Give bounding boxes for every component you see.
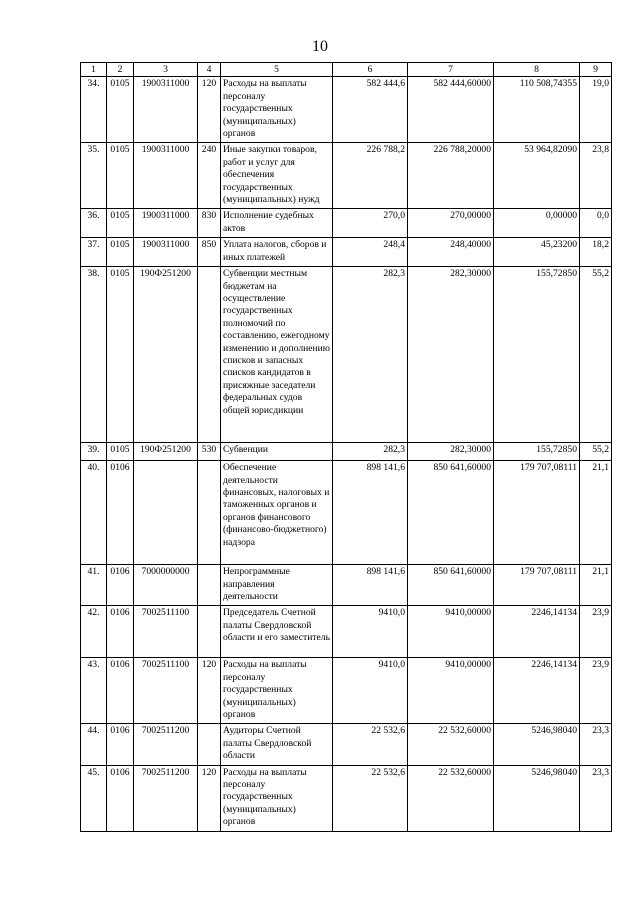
executed-amount: 179 707,08111 xyxy=(494,565,580,606)
section-code: 0106 xyxy=(107,565,134,606)
page-number: 10 xyxy=(312,38,328,55)
column-header: 5 xyxy=(221,63,333,77)
header-row xyxy=(81,63,612,77)
table-row xyxy=(81,461,612,565)
execution-percent: 23,8 xyxy=(580,143,612,209)
row-number: 39. xyxy=(81,443,107,461)
table-row xyxy=(81,238,612,267)
budget-table xyxy=(80,62,612,832)
column-header: 2 xyxy=(107,63,134,77)
target-code: 1900311000 xyxy=(134,209,198,238)
row-number: 42. xyxy=(81,606,107,658)
item-name: Обеспечение деятельности финансовых, налоговых и таможенных органов и органов финансового (финансово-бюджетного) надзора xyxy=(221,461,333,565)
executed-amount: 179 707,08111 xyxy=(494,461,580,565)
adjusted-amount: 850 641,60000 xyxy=(408,565,494,606)
target-code xyxy=(134,461,198,565)
adjusted-amount: 22 532,60000 xyxy=(408,724,494,765)
table-row xyxy=(81,765,612,831)
section-code: 0106 xyxy=(107,724,134,765)
item-name: Аудиторы Счетной палаты Свердловской области xyxy=(221,724,333,765)
executed-amount: 2246,14134 xyxy=(494,606,580,658)
adjusted-amount: 282,30000 xyxy=(408,267,494,443)
execution-percent: 0,0 xyxy=(580,209,612,238)
item-name: Непрограммные направления деятельности xyxy=(221,565,333,606)
section-code: 0105 xyxy=(107,143,134,209)
plan-amount: 9410,0 xyxy=(333,606,408,658)
target-code: 190Ф251200 xyxy=(134,267,198,443)
section-code: 0106 xyxy=(107,606,134,658)
executed-amount: 0,00000 xyxy=(494,209,580,238)
target-code: 1900311000 xyxy=(134,143,198,209)
section-code: 0105 xyxy=(107,209,134,238)
table-row xyxy=(81,443,612,461)
adjusted-amount: 22 532,60000 xyxy=(408,765,494,831)
row-number: 40. xyxy=(81,461,107,565)
column-header: 3 xyxy=(134,63,198,77)
expense-type: 120 xyxy=(198,77,221,143)
execution-percent: 18,2 xyxy=(580,238,612,267)
target-code: 7002511200 xyxy=(134,724,198,765)
section-code: 0105 xyxy=(107,77,134,143)
table-row xyxy=(81,267,612,443)
item-name: Субвенции xyxy=(221,443,333,461)
execution-percent: 23,3 xyxy=(580,765,612,831)
column-header: 1 xyxy=(81,63,107,77)
executed-amount: 110 508,74355 xyxy=(494,77,580,143)
expense-type xyxy=(198,724,221,765)
plan-amount: 22 532,6 xyxy=(333,765,408,831)
section-code: 0105 xyxy=(107,443,134,461)
table-row xyxy=(81,658,612,724)
executed-amount: 5246,98040 xyxy=(494,724,580,765)
expense-type: 530 xyxy=(198,443,221,461)
execution-percent: 23,9 xyxy=(580,658,612,724)
plan-amount: 226 788,2 xyxy=(333,143,408,209)
target-code: 7002511100 xyxy=(134,658,198,724)
row-number: 36. xyxy=(81,209,107,238)
plan-amount: 582 444,6 xyxy=(333,77,408,143)
row-number: 41. xyxy=(81,565,107,606)
table-row xyxy=(81,724,612,765)
adjusted-amount: 226 788,20000 xyxy=(408,143,494,209)
execution-percent: 23,3 xyxy=(580,724,612,765)
adjusted-amount: 9410,00000 xyxy=(408,658,494,724)
adjusted-amount: 248,40000 xyxy=(408,238,494,267)
item-name: Субвенции местным бюджетам на осуществление государственных полномочий по составлению, ежегодному изменению и дополнению списков и запасных списков кандидатов в присяжные заседатели федеральных судов общей юрисдикции xyxy=(221,267,333,443)
plan-amount: 282,3 xyxy=(333,267,408,443)
target-code: 1900311000 xyxy=(134,238,198,267)
table-row xyxy=(81,77,612,143)
item-name: Расходы на выплаты персоналу государственных (муниципальных) органов xyxy=(221,765,333,831)
row-number: 37. xyxy=(81,238,107,267)
target-code: 7000000000 xyxy=(134,565,198,606)
plan-amount: 898 141,6 xyxy=(333,461,408,565)
table-row xyxy=(81,209,612,238)
expense-type xyxy=(198,606,221,658)
column-header: 4 xyxy=(198,63,221,77)
execution-percent: 21,1 xyxy=(580,461,612,565)
row-number: 43. xyxy=(81,658,107,724)
expense-type: 120 xyxy=(198,658,221,724)
column-header: 6 xyxy=(333,63,408,77)
target-code: 190Ф251200 xyxy=(134,443,198,461)
row-number: 34. xyxy=(81,77,107,143)
executed-amount: 2246,14134 xyxy=(494,658,580,724)
adjusted-amount: 282,30000 xyxy=(408,443,494,461)
target-code: 1900311000 xyxy=(134,77,198,143)
column-header: 8 xyxy=(494,63,580,77)
plan-amount: 898 141,6 xyxy=(333,565,408,606)
expense-type: 240 xyxy=(198,143,221,209)
section-code: 0106 xyxy=(107,658,134,724)
item-name: Расходы на выплаты персоналу государственных (муниципальных) органов xyxy=(221,658,333,724)
target-code: 7002511100 xyxy=(134,606,198,658)
target-code: 7002511200 xyxy=(134,765,198,831)
execution-percent: 21,1 xyxy=(580,565,612,606)
plan-amount: 282,3 xyxy=(333,443,408,461)
section-code: 0106 xyxy=(107,765,134,831)
adjusted-amount: 270,00000 xyxy=(408,209,494,238)
execution-percent: 23,9 xyxy=(580,606,612,658)
item-name: Исполнение судебных актов xyxy=(221,209,333,238)
adjusted-amount: 850 641,60000 xyxy=(408,461,494,565)
plan-amount: 270,0 xyxy=(333,209,408,238)
section-code: 0106 xyxy=(107,461,134,565)
table-row xyxy=(81,565,612,606)
item-name: Иные закупки товаров, работ и услуг для обеспечения государственных (муниципальных) нужд xyxy=(221,143,333,209)
executed-amount: 5246,98040 xyxy=(494,765,580,831)
item-name: Уплата налогов, сборов и иных платежей xyxy=(221,238,333,267)
expense-type: 830 xyxy=(198,209,221,238)
expense-type xyxy=(198,565,221,606)
row-number: 44. xyxy=(81,724,107,765)
section-code: 0105 xyxy=(107,267,134,443)
row-number: 35. xyxy=(81,143,107,209)
execution-percent: 19,0 xyxy=(580,77,612,143)
executed-amount: 155,72850 xyxy=(494,267,580,443)
column-header: 7 xyxy=(408,63,494,77)
row-number: 38. xyxy=(81,267,107,443)
row-number: 45. xyxy=(81,765,107,831)
column-header: 9 xyxy=(580,63,612,77)
table-row xyxy=(81,606,612,658)
expense-type: 120 xyxy=(198,765,221,831)
execution-percent: 55,2 xyxy=(580,443,612,461)
table-row xyxy=(81,143,612,209)
expense-type xyxy=(198,461,221,565)
item-name: Расходы на выплаты персоналу государственных (муниципальных) органов xyxy=(221,77,333,143)
executed-amount: 155,72850 xyxy=(494,443,580,461)
plan-amount: 248,4 xyxy=(333,238,408,267)
adjusted-amount: 9410,00000 xyxy=(408,606,494,658)
section-code: 0105 xyxy=(107,238,134,267)
adjusted-amount: 582 444,60000 xyxy=(408,77,494,143)
expense-type: 850 xyxy=(198,238,221,267)
executed-amount: 53 964,82090 xyxy=(494,143,580,209)
executed-amount: 45,23200 xyxy=(494,238,580,267)
expense-type xyxy=(198,267,221,443)
plan-amount: 22 532,6 xyxy=(333,724,408,765)
execution-percent: 55,2 xyxy=(580,267,612,443)
item-name: Председатель Счетной палаты Свердловской области и его заместитель xyxy=(221,606,333,658)
plan-amount: 9410,0 xyxy=(333,658,408,724)
